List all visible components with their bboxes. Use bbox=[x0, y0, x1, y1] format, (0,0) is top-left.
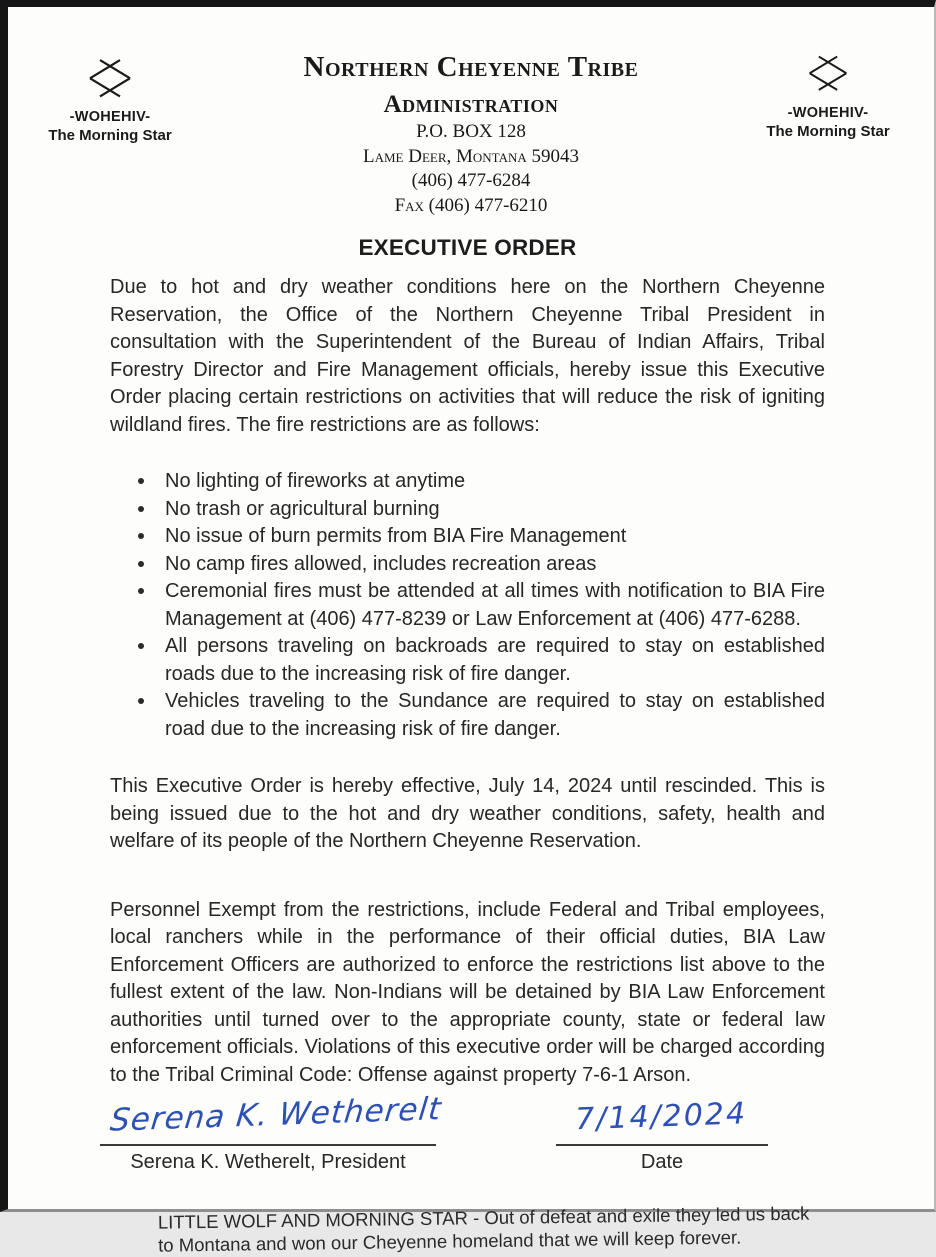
restriction-text: No camp fires allowed, includes recreation areas bbox=[165, 552, 597, 575]
restriction-item bbox=[138, 523, 825, 551]
logo-caption-morning-star: The Morning Star bbox=[766, 123, 890, 140]
signature-field bbox=[100, 1090, 444, 1174]
bullet-icon bbox=[138, 578, 165, 633]
address-city-state: Lame Deer, Montana 59043 bbox=[362, 145, 579, 167]
fax-number: Fax (406) 477-6210 bbox=[394, 194, 548, 216]
bullet-icon bbox=[138, 468, 165, 496]
restriction-text: All persons traveling on backroads are required to stay on established roads due to the increasing risk of fire danger. bbox=[165, 635, 825, 685]
logo-caption-morning-star: The Morning Star bbox=[48, 127, 172, 144]
restrictions-list bbox=[138, 468, 825, 743]
bullet-icon bbox=[138, 633, 165, 688]
effective-date-paragraph: This Executive Order is hereby effective, July 14, 2024 until rescinded. This is being issued due to the hot and dry weather conditions, safety, health and welfare of its people of the Northern Cheyenne Reservation. bbox=[110, 775, 825, 852]
restriction-text: Ceremonial fires must be attended at all times with notification to BIA Fire Management at (406) 477-8239 or Law Enforcement at (406) 477-6288. bbox=[165, 580, 825, 630]
logo-caption-wohehiv: -WOHEHIV- bbox=[787, 105, 869, 121]
restriction-item bbox=[138, 578, 825, 633]
morning-star-logo-right bbox=[762, 47, 894, 140]
bullet-icon bbox=[138, 551, 165, 579]
logo-caption-wohehiv: -WOHEHIV- bbox=[69, 109, 151, 125]
morning-star-logo-left bbox=[44, 53, 176, 144]
phone-number: (406) 477-6284 bbox=[411, 170, 531, 191]
date-label: Date bbox=[640, 1151, 684, 1173]
restriction-text: No trash or agricultural burning bbox=[165, 497, 440, 520]
bullet-icon bbox=[138, 496, 165, 524]
intro-paragraph: Due to hot and dry weather conditions here on the Northern Cheyenne Reservation, the Office of the Northern Cheyenne Tribal President in consultation with the Superintendent of the Bureau of Indian Affairs, Tribal Forestry Director and Fire Management officials, hereby issue this Executive Order placing certain restrictions on activities that will reduce the risk of igniting wildland fires. The fire restrictions are as follows: bbox=[110, 276, 825, 436]
morning-star-icon bbox=[78, 53, 142, 103]
restriction-item bbox=[138, 496, 825, 524]
document-body bbox=[8, 235, 934, 1256]
signer-typed-name: Serena K. Wetherelt, President bbox=[130, 1151, 406, 1173]
signature-line bbox=[100, 1144, 436, 1146]
exemption-paragraph: Personnel Exempt from the restrictions, include Federal and Tribal employees, local ranchers while in the performance of their official duties, BIA Law Enforcement Officers are authorized to enforce the restrictions list above to the fullest extent of the law. Non-Indians will be detained by BIA Law Enforcement authorities until turned over to the appropriate county, state or federal law enforcement officials. Violations of this executive order will be charged according to the Tribal Criminal Code: Offense against property 7-6-1 Arson. bbox=[110, 898, 825, 1086]
restriction-item bbox=[138, 551, 825, 579]
bullet-icon bbox=[138, 523, 165, 551]
restriction-text: No lighting of fireworks at anytime bbox=[165, 470, 466, 492]
restriction-text: No issue of burn permits from BIA Fire Management bbox=[165, 525, 627, 547]
restriction-item bbox=[138, 688, 825, 743]
morning-star-icon bbox=[799, 47, 857, 99]
restriction-item bbox=[138, 468, 825, 496]
signature-block bbox=[100, 1090, 825, 1174]
footer-motto: LITTLE WOLF AND MORNING STAR - Out of defeat and exile they led us back to Montana and won our Cheyenne homeland that we will keep forever. bbox=[157, 1202, 810, 1256]
letterhead bbox=[8, 7, 934, 215]
restriction-text: Vehicles traveling to the Sundance are required to stay on established road due to the increasing risk of fire danger. bbox=[165, 690, 825, 740]
handwritten-signature: Serena K. Wetherelt bbox=[108, 1090, 444, 1139]
bullet-icon bbox=[138, 688, 165, 743]
handwritten-date: 7/14/2024 bbox=[574, 1096, 748, 1138]
organization-department: Administration bbox=[383, 91, 559, 118]
restriction-item bbox=[138, 633, 825, 688]
document-title: EXECUTIVE ORDER bbox=[358, 235, 577, 260]
date-field bbox=[556, 1096, 768, 1174]
organization-name: Northern Cheyenne Tribe bbox=[303, 51, 639, 83]
date-line bbox=[556, 1144, 768, 1146]
address-po-box: P.O. BOX 128 bbox=[416, 121, 526, 142]
